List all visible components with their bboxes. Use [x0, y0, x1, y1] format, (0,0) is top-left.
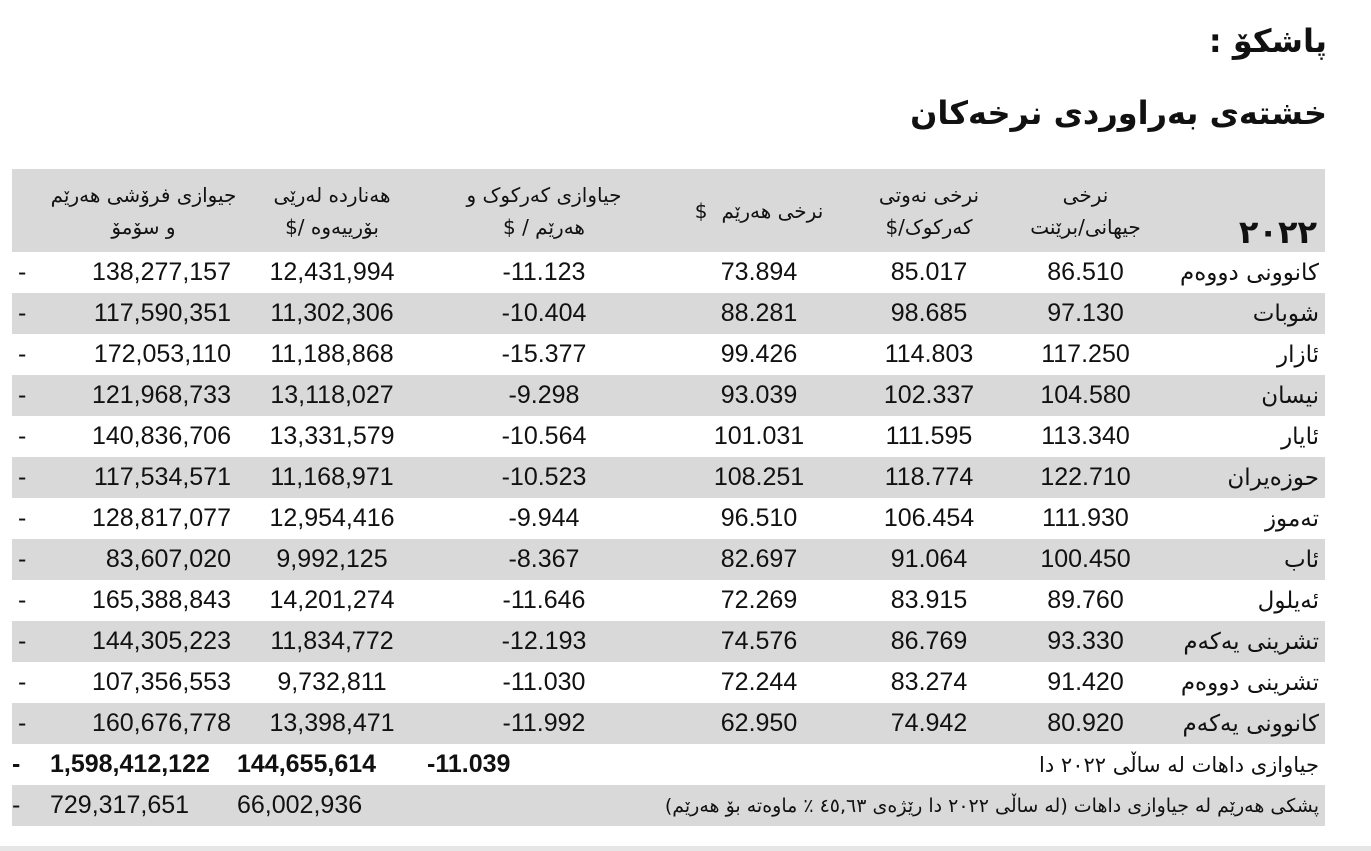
row-kirkuk-region-difference: -11.030	[427, 662, 661, 703]
table-row	[12, 416, 1325, 457]
row-month: تەموز	[1170, 498, 1325, 539]
table-row	[12, 334, 1325, 375]
table-header-row	[12, 169, 1325, 252]
row-kirkuk-price: 85.017	[857, 252, 1001, 293]
row-pipeline-exports: 13,398,471	[237, 703, 427, 744]
row-month: نیسان	[1170, 375, 1325, 416]
row-sales-difference: 107,356,553	[50, 662, 237, 703]
row-pipeline-exports: 12,954,416	[237, 498, 427, 539]
row-pipeline-exports: 13,331,579	[237, 416, 427, 457]
page-bottom-divider	[0, 846, 1371, 851]
row-kirkuk-price: 98.685	[857, 293, 1001, 334]
row-dash: -	[12, 539, 50, 580]
row-kirkuk-region-difference: -11.123	[427, 252, 661, 293]
header-sales-difference: جیوازی فرۆشی هەرێم و سۆمۆ	[50, 169, 237, 252]
row-month: ئازار	[1170, 334, 1325, 375]
header-kirkuk-region-difference: جیاوازی کەرکوک و هەرێم / $	[427, 169, 661, 252]
row-kirkuk-region-difference: -9.298	[427, 375, 661, 416]
row-brent-price: 100.450	[1001, 539, 1170, 580]
row-dash: -	[12, 703, 50, 744]
table-row	[12, 703, 1325, 744]
table-title: خشتەی بەراوردی نرخەکان	[910, 94, 1327, 132]
row-region-price: 93.039	[661, 375, 857, 416]
row-brent-price: 89.760	[1001, 580, 1170, 621]
header-brent-price: نرخی جیهانی/برێنت	[1001, 169, 1170, 252]
row-brent-price: 80.920	[1001, 703, 1170, 744]
row-brent-price: 117.250	[1001, 334, 1170, 375]
table-row	[12, 580, 1325, 621]
region-share-row	[12, 785, 1325, 826]
row-pipeline-exports: 13,118,027	[237, 375, 427, 416]
total-row	[12, 744, 1325, 785]
row-kirkuk-region-difference: -10.404	[427, 293, 661, 334]
row-kirkuk-region-difference: -8.367	[427, 539, 661, 580]
row-month: کانوونی دووەم	[1170, 252, 1325, 293]
row-sales-difference: 172,053,110	[50, 334, 237, 375]
row-brent-price: 104.580	[1001, 375, 1170, 416]
row-region-price: 99.426	[661, 334, 857, 375]
row-pipeline-exports: 11,188,868	[237, 334, 427, 375]
row-kirkuk-price: 83.915	[857, 580, 1001, 621]
table-row	[12, 293, 1325, 334]
row-region-price: 108.251	[661, 457, 857, 498]
row-region-price: 101.031	[661, 416, 857, 457]
row-month: ئاب	[1170, 539, 1325, 580]
header-kirkuk-price: نرخی نەوتی کەرکوک/$	[857, 169, 1001, 252]
row-brent-price: 113.340	[1001, 416, 1170, 457]
header-blank	[12, 169, 50, 252]
row-pipeline-exports: 11,168,971	[237, 457, 427, 498]
row-brent-price: 122.710	[1001, 457, 1170, 498]
row-brent-price: 111.930	[1001, 498, 1170, 539]
header-pipeline-exports: هەناردە لەرێی بۆرییەوە /$	[237, 169, 427, 252]
row-dash: -	[12, 580, 50, 621]
row-region-price: 88.281	[661, 293, 857, 334]
row-kirkuk-price: 86.769	[857, 621, 1001, 662]
row-month: ئایار	[1170, 416, 1325, 457]
row-sales-difference: 117,590,351	[50, 293, 237, 334]
row-dash: -	[12, 416, 50, 457]
row-month: ئەیلول	[1170, 580, 1325, 621]
total-sales-difference: 1,598,412,122	[50, 744, 237, 785]
row-kirkuk-price: 106.454	[857, 498, 1001, 539]
row-region-price: 62.950	[661, 703, 857, 744]
total-label: جیاوازی داهات لە ساڵی ٢٠٢٢ دا	[661, 744, 1325, 785]
row-pipeline-exports: 11,834,772	[237, 621, 427, 662]
row-sales-difference: 83,607,020	[50, 539, 237, 580]
row-dash: -	[12, 662, 50, 703]
table-row	[12, 252, 1325, 293]
appendix-heading: پاشکۆ :	[1208, 22, 1327, 60]
share-pipeline-exports: 66,002,936	[237, 785, 427, 826]
row-sales-difference: 144,305,223	[50, 621, 237, 662]
row-kirkuk-price: 111.595	[857, 416, 1001, 457]
row-sales-difference: 138,277,157	[50, 252, 237, 293]
row-sales-difference: 160,676,778	[50, 703, 237, 744]
row-month: تشرینی دووەم	[1170, 662, 1325, 703]
row-kirkuk-price: 102.337	[857, 375, 1001, 416]
share-dash: -	[12, 785, 50, 826]
row-dash: -	[12, 457, 50, 498]
row-region-price: 74.576	[661, 621, 857, 662]
row-kirkuk-region-difference: -10.564	[427, 416, 661, 457]
row-pipeline-exports: 12,431,994	[237, 252, 427, 293]
row-month: شوبات	[1170, 293, 1325, 334]
row-region-price: 82.697	[661, 539, 857, 580]
row-kirkuk-region-difference: -9.944	[427, 498, 661, 539]
row-kirkuk-region-difference: -15.377	[427, 334, 661, 375]
total-pipeline-exports: 144,655,614	[237, 744, 427, 785]
row-dash: -	[12, 252, 50, 293]
row-month: تشرینی یەکەم	[1170, 621, 1325, 662]
row-kirkuk-price: 74.942	[857, 703, 1001, 744]
total-dash: -	[12, 744, 50, 785]
row-sales-difference: 165,388,843	[50, 580, 237, 621]
row-dash: -	[12, 334, 50, 375]
row-brent-price: 97.130	[1001, 293, 1170, 334]
row-brent-price: 86.510	[1001, 252, 1170, 293]
table-row	[12, 375, 1325, 416]
row-kirkuk-price: 91.064	[857, 539, 1001, 580]
share-label: پشکی هەرێم لە جیاوازی داهات (لە ساڵی ٢٠٢٢ دا رێژەی ٤٥,٦٣ ٪ ماوەتە بۆ هەرێم)	[427, 785, 1325, 826]
row-kirkuk-price: 118.774	[857, 457, 1001, 498]
total-kirkuk-region-difference: -11.039	[427, 744, 661, 785]
header-year: ٢٠٢٢	[1170, 169, 1325, 252]
header-region-price: نرخی هەرێم$	[661, 169, 857, 252]
table-row	[12, 662, 1325, 703]
row-month: حوزەیران	[1170, 457, 1325, 498]
row-sales-difference: 117,534,571	[50, 457, 237, 498]
row-dash: -	[12, 621, 50, 662]
row-kirkuk-region-difference: -11.992	[427, 703, 661, 744]
row-region-price: 72.244	[661, 662, 857, 703]
table-row	[12, 621, 1325, 662]
row-kirkuk-region-difference: -12.193	[427, 621, 661, 662]
share-sales-difference: 729,317,651	[50, 785, 237, 826]
row-pipeline-exports: 9,732,811	[237, 662, 427, 703]
table-row	[12, 498, 1325, 539]
row-month: کانوونی یەکەم	[1170, 703, 1325, 744]
row-sales-difference: 140,836,706	[50, 416, 237, 457]
row-pipeline-exports: 11,302,306	[237, 293, 427, 334]
row-region-price: 73.894	[661, 252, 857, 293]
row-dash: -	[12, 375, 50, 416]
row-kirkuk-price: 114.803	[857, 334, 1001, 375]
row-brent-price: 93.330	[1001, 621, 1170, 662]
price-comparison-table	[12, 169, 1325, 826]
row-dash: -	[12, 498, 50, 539]
table-row	[12, 539, 1325, 580]
row-kirkuk-price: 83.274	[857, 662, 1001, 703]
row-region-price: 72.269	[661, 580, 857, 621]
row-sales-difference: 128,817,077	[50, 498, 237, 539]
row-kirkuk-region-difference: -11.646	[427, 580, 661, 621]
row-sales-difference: 121,968,733	[50, 375, 237, 416]
row-pipeline-exports: 14,201,274	[237, 580, 427, 621]
table-row	[12, 457, 1325, 498]
row-pipeline-exports: 9,992,125	[237, 539, 427, 580]
row-brent-price: 91.420	[1001, 662, 1170, 703]
row-kirkuk-region-difference: -10.523	[427, 457, 661, 498]
row-dash: -	[12, 293, 50, 334]
row-region-price: 96.510	[661, 498, 857, 539]
